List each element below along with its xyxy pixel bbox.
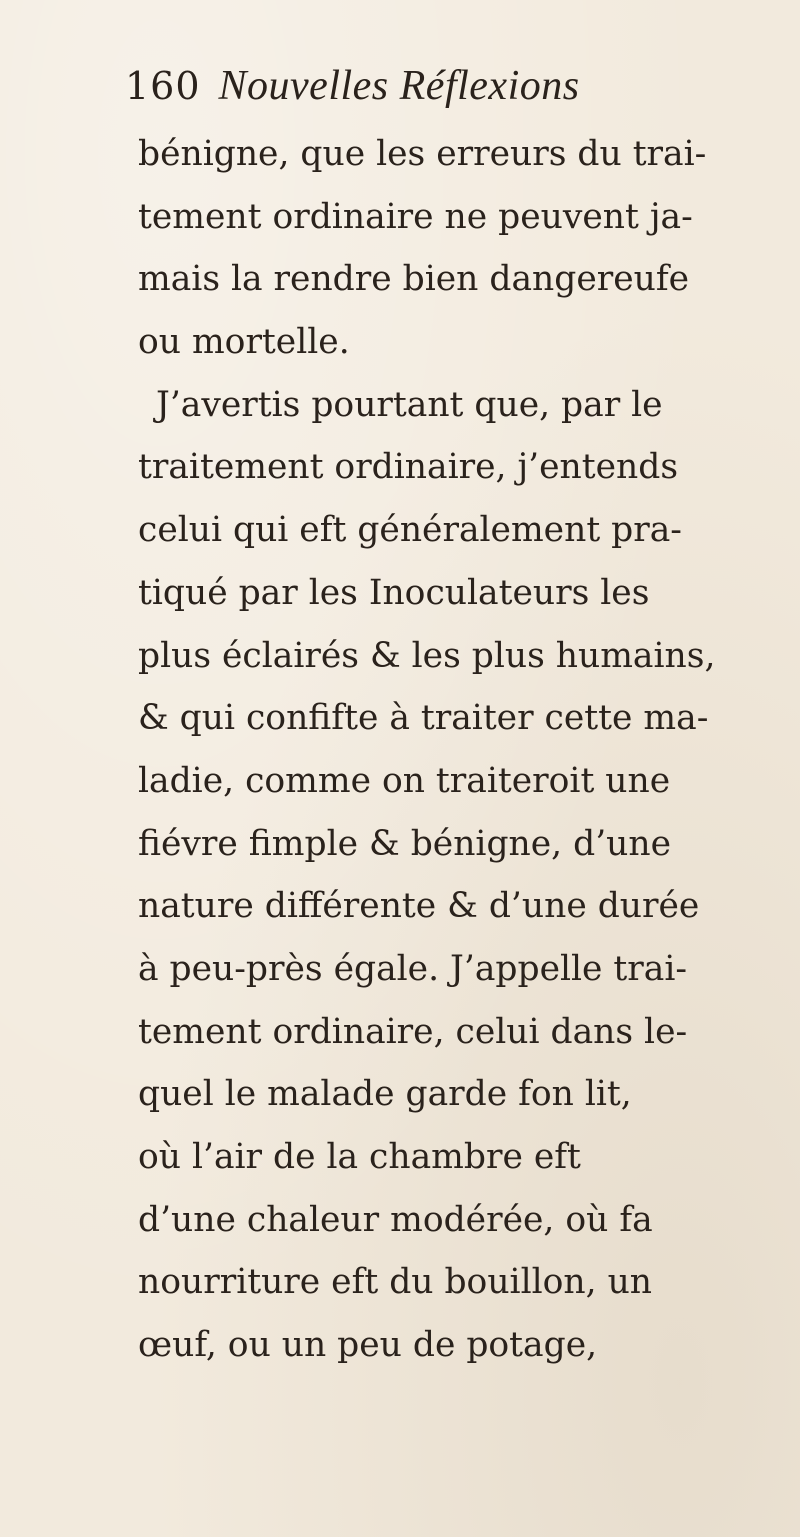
body-text: [138, 123, 770, 1377]
text-line: œuf, ou un peu de potage,: [138, 1325, 598, 1366]
text-line: bénigne, que les erreurs du trai-: [138, 134, 707, 174]
running-title: Nouvelles Réflexions: [218, 63, 580, 109]
text-line: celui qui eft généralement pra-: [138, 510, 682, 551]
page-number: 160: [125, 64, 201, 108]
text-line: traitement ordinaire, j’entends: [138, 447, 679, 488]
text-line: tement ordinaire, celui dans le-: [138, 1011, 688, 1052]
text-line: ladie, comme on traiteroit une: [138, 760, 671, 801]
page-header: [125, 62, 580, 122]
text-line: à peu-près égale. J’appelle trai-: [138, 948, 688, 989]
text-line: tiqué par les Inoculateurs les: [138, 572, 650, 613]
text-line: nature différente & d’une durée: [138, 886, 700, 927]
text-line: tement ordinaire ne peuvent ja-: [138, 196, 693, 237]
text-line: mais la rendre bien dangereufe: [138, 259, 690, 300]
text-line: d’une chaleur modérée, où fa: [138, 1199, 653, 1240]
text-line: J’avertis pourtant que, par le: [156, 384, 663, 425]
text-line: plus éclairés & les plus humains,: [138, 635, 716, 676]
text-line: où l’air de la chambre eft: [138, 1137, 581, 1177]
text-line: ou mortelle.: [138, 322, 350, 363]
text-line: fiévre fimple & bénigne, d’une: [138, 823, 672, 864]
text-line: & qui confifte à traiter cette ma-: [138, 698, 709, 739]
text-line: quel le malade garde fon lit,: [138, 1074, 632, 1115]
text-line: nourriture eft du bouillon, un: [138, 1262, 653, 1303]
